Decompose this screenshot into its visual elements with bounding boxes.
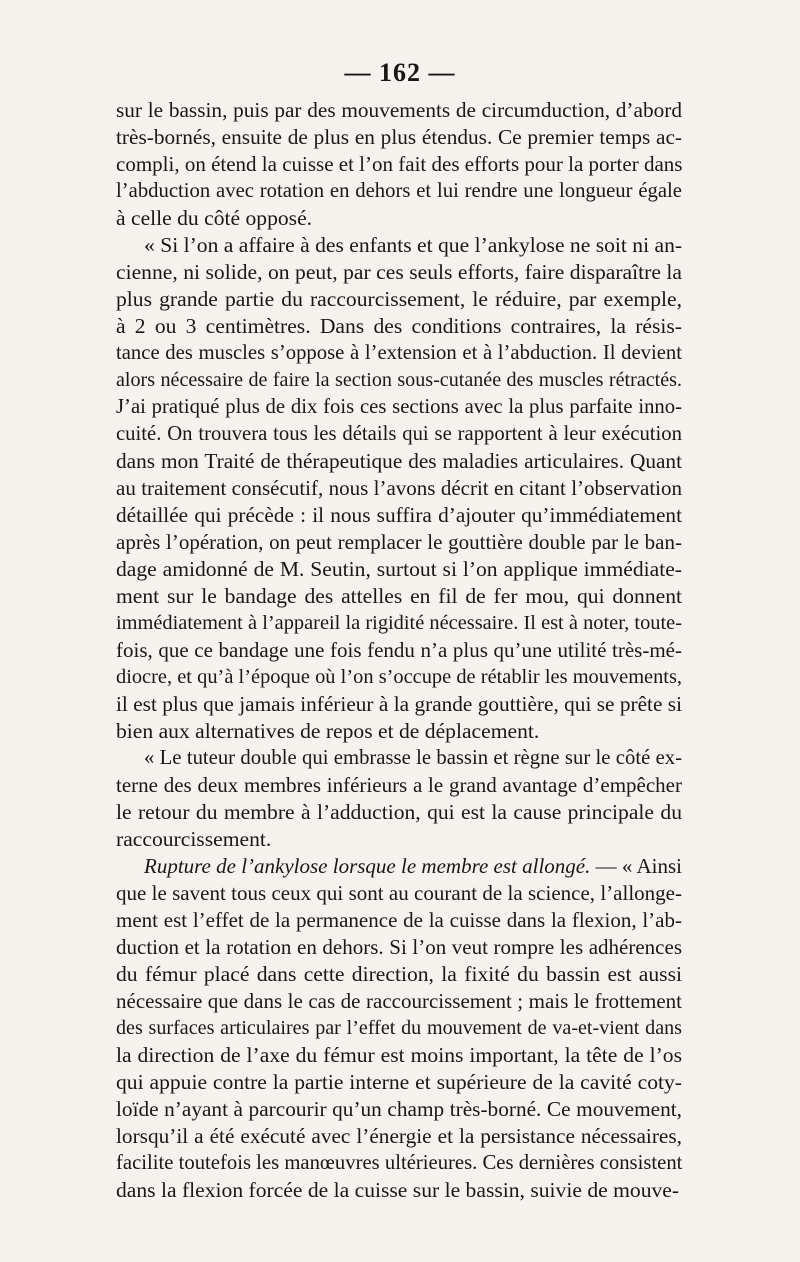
text-line (116, 556, 682, 583)
line-text: immédiatement à l’appareil la rigidité nécessaire. Il est à noter, toute- (116, 612, 682, 634)
line-text: qui appuie contre la partie interne et supérieure de la cavité coty- (116, 1070, 682, 1094)
line-text: l’abduction avec rotation en dehors et lui rendre une longueur égale (116, 180, 682, 202)
text-line (116, 259, 682, 286)
text-line (116, 151, 682, 178)
text-line (116, 97, 682, 124)
line-text: J’ai pratiqué plus de dix fois ces sections avec la plus parfaite inno- (116, 396, 682, 418)
line-text: lorsqu’il a été exécuté avec l’énergie et la persistance nécessaires, (116, 1124, 682, 1148)
text-line (116, 934, 682, 961)
line-text: du fémur placé dans cette direction, la fixité du bassin est aussi (116, 962, 682, 986)
text-line (116, 826, 682, 853)
line-text: loïde n’ayant à parcourir qu’un champ très-borné. Ce mouvement, (116, 1097, 682, 1121)
line-text: il est plus que jamais inférieur à la grande gouttière, qui se prête si (116, 692, 682, 716)
text-line (116, 664, 682, 691)
text-line (116, 745, 682, 772)
line-text: — « Ainsi (590, 854, 682, 878)
text-line (116, 124, 682, 151)
line-text: « Si l’on a affaire à des enfants et que l’ankylose ne soit ni an- (144, 233, 683, 257)
text-line (116, 691, 682, 718)
text-line (116, 610, 682, 637)
text-line (116, 772, 682, 799)
line-text: « Le tuteur double qui embrasse le bassin et règne sur le côté ex- (144, 747, 682, 769)
text-line (116, 502, 682, 529)
text-line (116, 1015, 682, 1042)
text-line (116, 988, 682, 1015)
text-line (116, 1123, 682, 1150)
line-text: dans la flexion forcée de la cuisse sur le bassin, suivie de mouve- (116, 1178, 680, 1202)
text-line (116, 340, 682, 367)
line-text: compli, on étend la cuisse et l’on fait des efforts pour la porter dans (116, 152, 683, 176)
line-text: raccourcissement. (116, 827, 272, 851)
text-line (116, 583, 682, 610)
line-text: diocre, et qu’à l’époque où l’on s’occupe de rétablir les mouvements, (116, 666, 682, 688)
page-number-header: — 162 — (344, 58, 456, 87)
text-line (116, 475, 682, 502)
text-line (116, 637, 682, 664)
text-line (116, 367, 682, 394)
text-line (116, 205, 682, 232)
line-text: fois, que ce bandage une fois fendu n’a plus qu’une utilité très-mé- (116, 638, 682, 662)
line-text: cuité. On trouvera tous les détails qui se rapportent à leur exécution (116, 423, 682, 445)
line-text: le retour du membre à l’adduction, qui est la cause principale du (116, 800, 682, 824)
text-line (116, 1042, 682, 1069)
line-text: plus grande partie du raccourcissement, le réduire, par exemple, (116, 287, 682, 311)
line-text: à 2 ou 3 centimètres. Dans des conditions contraires, la résis- (116, 314, 682, 338)
line-text: sur le bassin, puis par des mouvements de circumduction, d’abord (116, 98, 682, 122)
line-text: dans mon Traité de thérapeutique des maladies articulaires. Quant (116, 449, 682, 473)
text-line (116, 1096, 682, 1123)
text-line (116, 853, 682, 880)
text-line (116, 907, 682, 934)
text-line (116, 1069, 682, 1096)
text-line (116, 1177, 682, 1204)
text-line (116, 232, 682, 259)
line-text: que le savent tous ceux qui sont au courant de la science, l’allonge- (116, 881, 682, 905)
text-line (116, 718, 682, 745)
line-text: bien aux alternatives de repos et de déplacement. (116, 719, 540, 743)
text-line (116, 394, 682, 421)
line-text: dage amidonné de M. Seutin, surtout si l’on applique immédiate- (116, 557, 682, 581)
line-text: la direction de l’axe du fémur est moins important, la tête de l’os (116, 1043, 682, 1067)
line-text: nécessaire que dans le cas de raccourcissement ; mais le frottement (116, 989, 682, 1013)
line-text: ment est l’effet de la permanence de la cuisse dans la flexion, l’ab- (116, 908, 682, 932)
text-line (116, 1150, 682, 1177)
line-text: terne des deux membres inférieurs a le grand avantage d’empêcher (116, 773, 682, 797)
text-line (116, 961, 682, 988)
line-text: à celle du côté opposé. (116, 206, 313, 230)
line-text: facilite toutefois les manœuvres ultérieures. Ces dernières consistent (116, 1152, 683, 1174)
text-line (116, 529, 682, 556)
line-text: tance des muscles s’oppose à l’extension et à l’abduction. Il devient (116, 342, 682, 364)
text-line (116, 448, 682, 475)
text-line (116, 421, 682, 448)
line-text: duction et la rotation en dehors. Si l’on veut rompre les adhérences (116, 935, 682, 959)
line-text: après l’opération, on peut remplacer le gouttière double par le ban- (116, 530, 682, 554)
line-text: ment sur le bandage des attelles en fil de fer mou, qui donnent (116, 584, 682, 608)
section-title: Rupture de l’ankylose lorsque le membre est allongé. (144, 854, 591, 878)
text-line (116, 799, 682, 826)
text-line (116, 286, 682, 313)
text-line (116, 313, 682, 340)
line-text: détaillée qui précède : il nous suffira d’ajouter qu’immédiatement (116, 503, 682, 527)
text-line (116, 178, 682, 205)
body-text (116, 97, 682, 1204)
text-line (116, 880, 682, 907)
line-text: cienne, ni solide, on peut, par ces seuls efforts, faire disparaître la (116, 260, 682, 284)
line-text: au traitement consécutif, nous l’avons décrit en citant l’observation (116, 476, 682, 500)
line-text: très-bornés, ensuite de plus en plus étendus. Ce premier temps ac- (116, 125, 682, 149)
line-text: alors nécessaire de faire la section sous-cutanée des muscles rétractés. (116, 369, 682, 391)
line-text: des surfaces articulaires par l’effet du mouvement de va-et-vient dans (116, 1017, 682, 1039)
